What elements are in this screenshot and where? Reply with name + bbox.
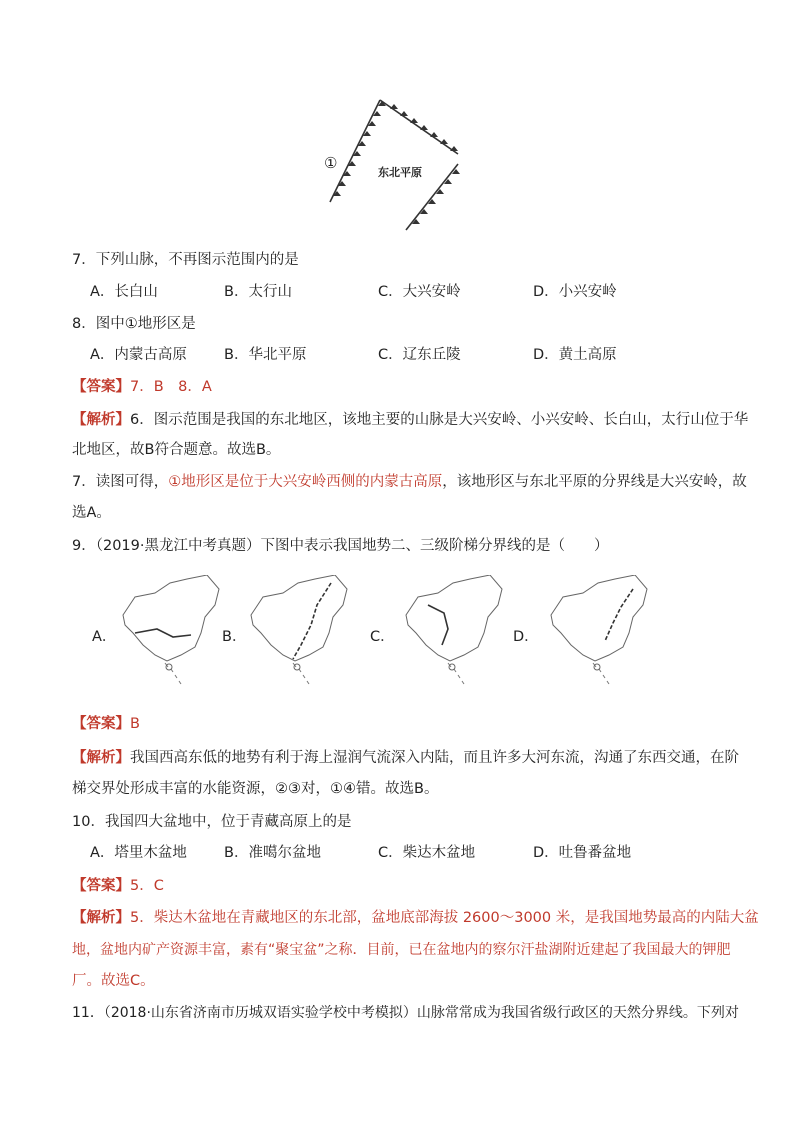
q10-option-c: C．柴达木盆地	[378, 845, 476, 861]
q8-stem: 8．图中①地形区是	[72, 316, 196, 332]
q7-option-a: A．长白山	[90, 284, 158, 300]
analysis-text: 我国西高东低的地势有利于海上湿润气流深入内陆，而且许多大河东流，沟通了东西交通，在阶	[130, 750, 739, 766]
analysis-2-line2: 梯交界处形成丰富的水能资源，②③对，①④错。故选B。	[72, 781, 439, 797]
analysis-text-highlight: ①地形区是位于大兴安岭西侧的内蒙古高原	[168, 474, 443, 490]
analysis-3-line2: 地，盆地内矿产资源丰富，素有“聚宝盆”之称．目前，已在盆地内的察尔汗盐湖附近建起了我国最大的钾肥	[72, 942, 731, 958]
map-label-1: ①	[324, 154, 338, 172]
q10-option-a: A．塔里木盆地	[90, 845, 187, 861]
answer-tag: 【答案】	[72, 379, 130, 395]
analysis-3-line3: 厂。故选C。	[72, 973, 155, 989]
q7-stem: 7．下列山脉，不再图示范围内的是	[72, 252, 299, 268]
q8-option-d: D．黄土高原	[533, 347, 617, 363]
q9-map-a	[115, 575, 227, 693]
analysis-1-line2: 北地区，故B符合题意。故选B。	[72, 442, 281, 458]
analysis-3-line1	[72, 908, 759, 928]
analysis-tag: 【解析】	[72, 412, 130, 428]
q9-map-b	[243, 575, 355, 693]
q9-map-c	[398, 575, 510, 693]
answer-tag: 【答案】	[72, 716, 130, 732]
northeast-plain-map	[318, 92, 478, 237]
analysis-1-line4: 选A。	[72, 505, 111, 521]
map-label-plain: 东北平原	[378, 166, 422, 179]
analysis-tag: 【解析】	[72, 750, 130, 766]
q10-stem: 10．我国四大盆地中，位于青藏高原上的是	[72, 814, 352, 830]
q9-map-label-a: A．	[92, 629, 117, 645]
q7-option-c: C．大兴安岭	[378, 284, 461, 300]
q8-option-b: B．华北平原	[224, 347, 307, 363]
q10-option-d: D．吐鲁番盆地	[533, 845, 632, 861]
q8-option-a: A．内蒙古高原	[90, 347, 187, 363]
q8-option-c: C．辽东丘陵	[378, 347, 461, 363]
answer-3	[72, 876, 164, 896]
q9-map-label-d: D．	[513, 629, 539, 645]
answer-text: 5．C	[130, 878, 164, 894]
q7-option-d: D．小兴安岭	[533, 284, 617, 300]
analysis-text-a: 7．读图可得，	[72, 474, 169, 490]
analysis-tag: 【解析】	[72, 910, 130, 926]
q9-map-label-b: B．	[222, 629, 247, 645]
analysis-text: 5．柴达木盆地在青藏地区的东北部，盆地底部海拔 2600～3000 米，是我国地势最高的内陆大盆	[130, 910, 759, 926]
analysis-1-line1	[72, 410, 748, 430]
q7-option-b: B．太行山	[224, 284, 292, 300]
q11-stem: 11．（2018·山东省济南市历城双语实验学校中考模拟）山脉常常成为我国省级行政区的天然分界线。下列对	[72, 1005, 739, 1021]
q9-map-label-c: C．	[370, 629, 395, 645]
q10-option-b: B．准噶尔盆地	[224, 845, 321, 861]
analysis-2-line1	[72, 748, 739, 768]
q9-stem: 9．（2019·黑龙江中考真题）下图中表示我国地势二、三级阶梯分界线的是（ ）	[72, 538, 609, 554]
analysis-1-line3	[72, 472, 747, 492]
answer-2	[72, 714, 140, 734]
answer-tag: 【答案】	[72, 878, 130, 894]
q9-map-d	[543, 575, 655, 693]
analysis-text-c: ，该地形区与东北平原的分界线是大兴安岭，故	[442, 474, 747, 490]
answer-text: B	[130, 716, 140, 732]
answer-1	[72, 377, 212, 397]
analysis-text: 6．图示范围是我国的东北地区，该地主要的山脉是大兴安岭、小兴安岭、长白山，太行山位于华	[130, 412, 749, 428]
answer-text: 7．B 8．A	[130, 379, 212, 395]
